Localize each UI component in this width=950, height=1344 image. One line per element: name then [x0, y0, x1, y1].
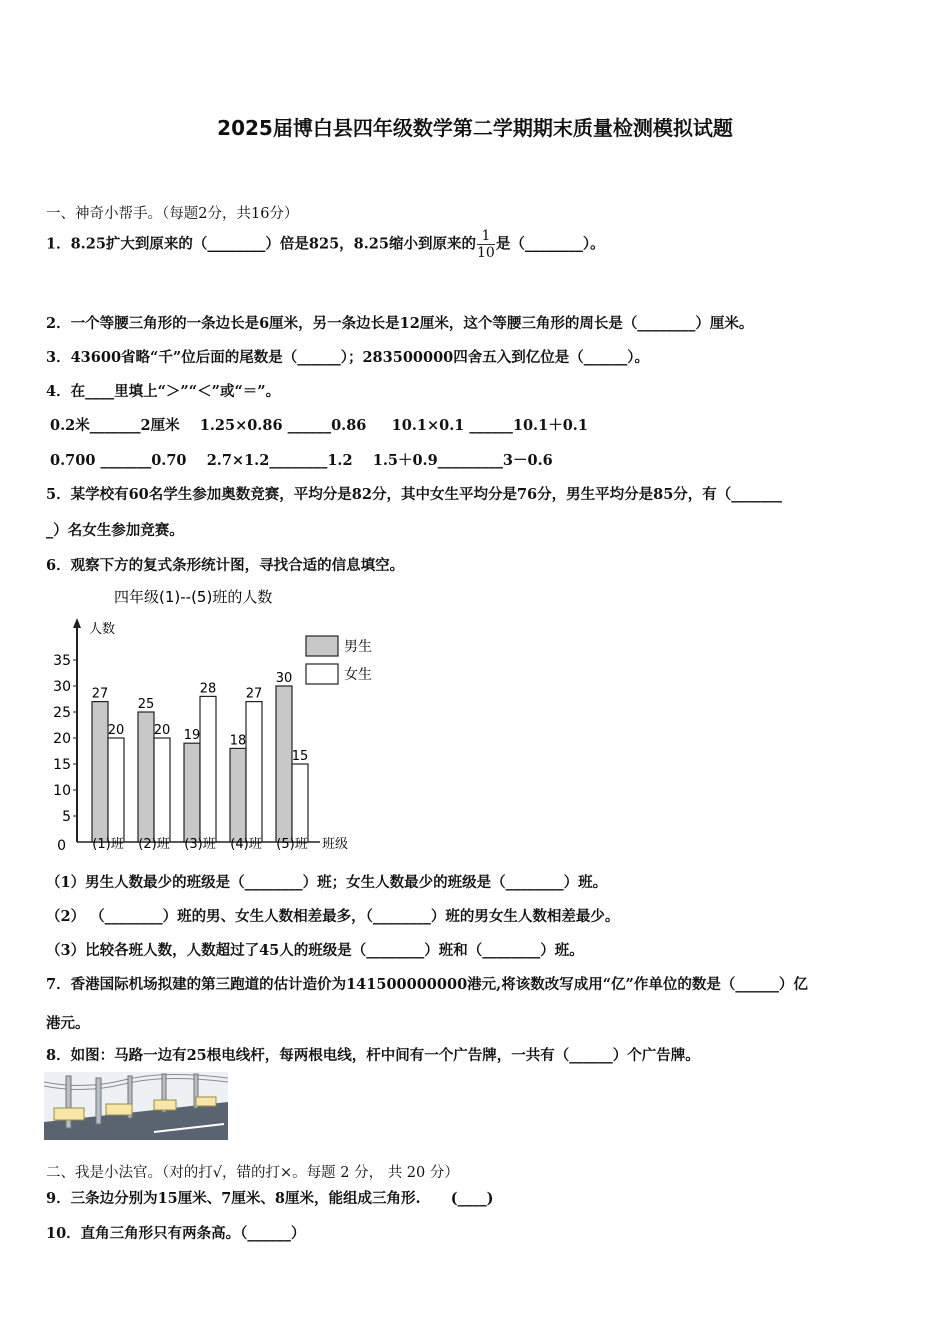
bar-男生-(3)班 [184, 743, 200, 842]
page-title: 2025届博白县四年级数学第二学期期末质量检测模拟试题 [217, 116, 733, 140]
legend-label: 男生 [344, 639, 372, 655]
bar-女生-(1)班 [108, 738, 124, 842]
x-tick-label: (5)班 [276, 837, 308, 852]
question-9: 9．三条边分别为15厘米、7厘米、8厘米，能组成三角形. (____) [46, 1190, 494, 1207]
bar-男生-(1)班 [92, 702, 108, 842]
bar-男生-(5)班 [276, 686, 292, 842]
bar-女生-(2)班 [154, 738, 170, 842]
question-1-part2: 是（________）。 [495, 235, 605, 253]
question-6-2: （2） （________）班的男、女生人数相差最多，（________）班的男女生人数相差最少。 [46, 908, 620, 925]
bar-value-label: 15 [291, 749, 309, 764]
x-tick-label: (2)班 [138, 837, 170, 852]
question-7-line-2: 港元。 [46, 1015, 90, 1032]
question-5-line-1: 5．某学校有60名学生参加奥数竞赛，平均分是82分，其中女生平均分是76分，男生平均分是85分，有（_______ [46, 486, 783, 503]
y-tick-label: 20 [53, 731, 71, 747]
bar-value-label: 18 [229, 733, 247, 749]
road-billboard-picture [44, 1072, 228, 1140]
question-4: 4．在____里填上“＞”“＜”或“＝”。 [46, 383, 281, 400]
x-tick-label: (1)班 [92, 837, 124, 852]
question-5-line-2: _）名女生参加竞赛。 [46, 522, 184, 539]
x-tick-label: (4)班 [230, 837, 262, 852]
bar-value-label: 27 [91, 686, 109, 702]
bar-女生-(4)班 [246, 702, 262, 842]
bar-value-label: 20 [153, 723, 171, 738]
legend-swatch [306, 636, 338, 656]
bar-value-label: 27 [245, 686, 263, 702]
y-tick-label: 30 [53, 679, 71, 695]
section-2-heading: 二、我是小法官。（对的打√，错的打×。每题 2 分， 共 20 分） [46, 1165, 459, 1181]
question-8: 8．如图：马路一边有25根电线杆，每两根电线，杆中间有一个广告牌，一共有（______）个广告牌。 [46, 1047, 700, 1064]
y-tick-label: 15 [53, 757, 71, 773]
fraction-denominator: 10 [477, 245, 495, 261]
bar-男生-(2)班 [138, 712, 154, 842]
bar-value-label: 28 [199, 681, 217, 697]
section-1-heading: 一、神奇小帮手。（每题2分，共16分） [46, 206, 299, 222]
fraction-numerator: 1 [477, 228, 495, 245]
legend-swatch [306, 664, 338, 684]
bar-女生-(5)班 [292, 764, 308, 842]
y-tick-label: 5 [62, 809, 71, 825]
x-axis-label: 班级 [322, 837, 349, 852]
question-6-3: （3）比较各班人数，人数超过了45人的班级是（________）班和（________）班。 [46, 942, 584, 959]
y-tick-label: 10 [53, 783, 71, 799]
y-tick-label: 25 [53, 705, 71, 721]
question-6: 6．观察下方的复式条形统计图，寻找合适的信息填空。 [46, 557, 405, 574]
question-4-row-2: 0.700 _______0.70 2.7×1.2________1.2 1.5＋0.9_________3－0.6 [50, 452, 553, 469]
bar-value-label: 20 [107, 723, 125, 738]
legend-label: 女生 [344, 667, 372, 683]
fraction-one-tenth [477, 228, 495, 261]
chart-title: 四年级(1)--(5)班的人数 [114, 588, 273, 606]
bar-value-label: 30 [275, 671, 293, 686]
question-3: 3．43600省略“千”位后面的尾数是（______）；283500000四舍五入到亿位是（______）。 [46, 349, 650, 366]
question-6-1: （1）男生人数最少的班级是（________）班；女生人数最少的班级是（________）班。 [46, 874, 608, 891]
question-7-line-1: 7．香港国际机场拟建的第三跑道的估计造价为141500000000港元,将该数改写成用“亿”作单位的数是（______）亿 [46, 976, 808, 993]
question-2: 2．一个等腰三角形的一条边长是6厘米，另一条边长是12厘米，这个等腰三角形的周长是（________）厘米。 [46, 315, 754, 332]
question-1 [46, 228, 605, 261]
y-axis [73, 618, 81, 842]
y-tick-label: 0 [57, 838, 66, 854]
bar-chart [44, 580, 374, 858]
bar-男生-(4)班 [230, 748, 246, 842]
y-tick-label: 35 [53, 653, 71, 669]
bar-value-label: 19 [183, 728, 201, 744]
x-tick-label: (3)班 [184, 837, 216, 852]
y-axis-label: 人数 [89, 622, 116, 637]
question-1-part1: 1．8.25扩大到原来的（________）倍是825，8.25缩小到原来的 [46, 235, 476, 253]
question-4-row-1: 0.2米_______2厘米 1.25×0.86 ______0.86 10.1×0.1 ______10.1＋0.1 [50, 417, 588, 434]
bar-女生-(3)班 [200, 696, 216, 842]
bar-value-label: 25 [137, 697, 155, 712]
question-10: 10．直角三角形只有两条高。（______） [46, 1225, 306, 1242]
